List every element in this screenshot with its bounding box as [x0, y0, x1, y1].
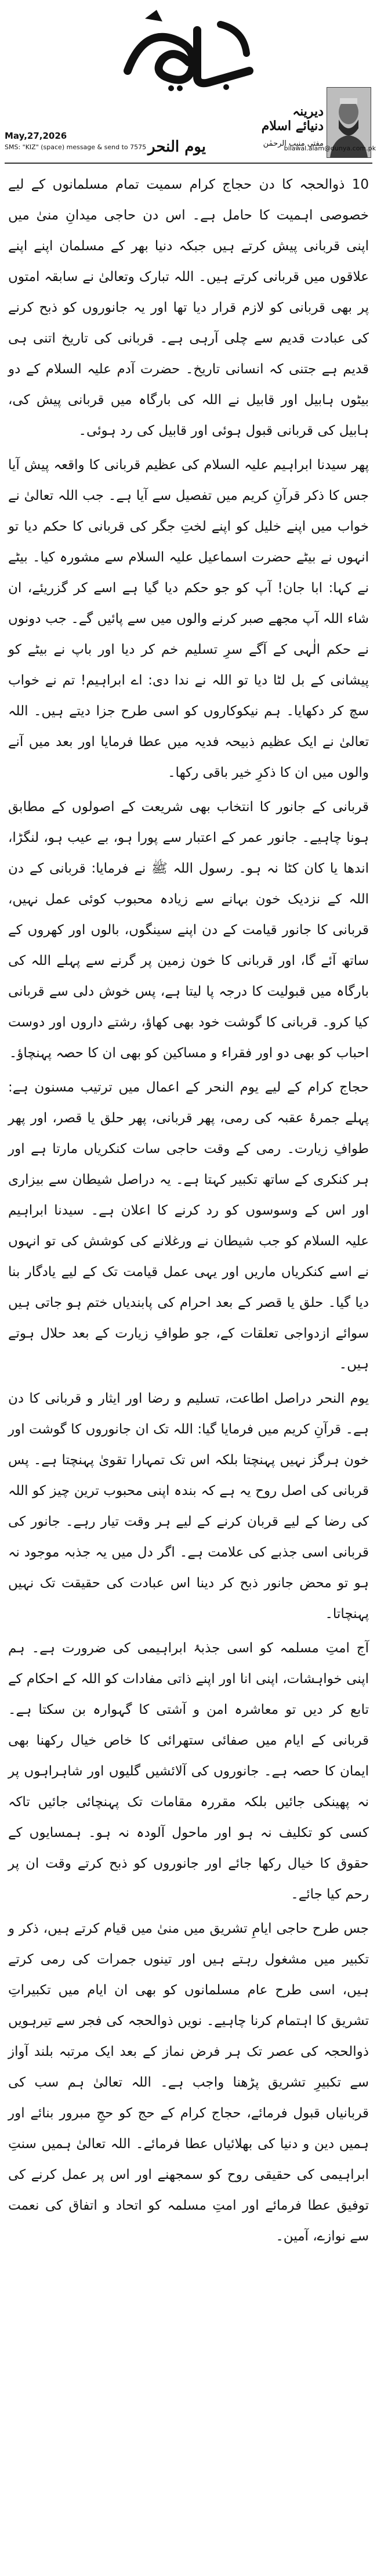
article-paragraph: آج امتِ مسلمہ کو اسی جذبۂ ابراہیمی کی ضرورت ہے۔ ہم اپنی خواہشات، اپنی انا اور اپنے ذاتی مفادات کو اللہ کے احکام کے تابع کر دیں تو معاشرہ امن و آشتی کا گہوارہ بن سکتا ہے۔ قربانی کے ایام میں صفائی ستھرائی کا خاص خیال رکھنا بھی ایمان کا حصہ ہے۔ جانوروں کی آلائشیں گلیوں اور شاہراہوں پر نہ پھینکی جائیں بلکہ مقررہ مقامات تک پہنچائی جائیں تاکہ کسی کو تکلیف نہ ہو اور ماحول آلودہ نہ ہو۔ ہمسایوں کے حقوق کا خیال رکھا جائے اور جانوروں کو ذبح کرتے وقت ان پر رحم کیا جائے۔: [8, 1641, 369, 1902]
article-paragraph: 10 ذوالحجہ کا دن حجاج کرام سمیت تمام مسلمانوں کے لیے خصوصی اہمیت کا حامل ہے۔ اس دن حاجی میدانِ منیٰ میں اپنی قربانی پیش کرتے ہیں جبکہ دنیا بھر کے مسلمان اپنے اپنے علاقوں میں قربانی کرتے ہیں۔ اللہ تبارک وتعالیٰ نے سابقہ امتوں پر بھی قربانی کو لازم قرار دیا تھا اور یہ جانوروں کو ذبح کرنے کی عبادت قدیم سے چلی آرہی ہے۔ قربانی کی تاریخ اتنی ہی قدیم ہے جتنی کہ انسانی تاریخ۔ حضرت آدم علیہ السلام کے دو بیٹوں ہابیل اور قابیل نے اللہ کی بارگاہ میں قربانی پیش کی، ہابیل کی قربانی قبول ہوئی اور قابیل کی رد ہوئی۔: [8, 177, 369, 438]
logo-calligraphy: [110, 7, 267, 94]
column-topic: یوم النحر: [148, 138, 206, 156]
author-name: مفتی منیب الرحمٰن: [263, 139, 324, 148]
column-title: [254, 105, 324, 134]
column-title-line2: دنیائے اسلام: [261, 118, 324, 134]
article-paragraph: جس طرح حاجی ایامِ تشریق میں منیٰ میں قیام کرتے ہیں، ذکر و تکبیر میں مشغول رہتے ہیں اور تینوں جمرات کی رمی کرتے ہیں، اسی طرح عام مسلمانوں کو بھی ان ایام میں تکبیراتِ تشریق کا اہتمام کرنا چاہیے۔ نویں ذوالحجہ کی فجر سے تیرہویں ذوالحجہ کی عصر تک ہر فرض نماز کے بعد ایک مرتبہ بلند آواز سے تکبیرِ تشریق پڑھنا واجب ہے۔ اللہ تعالیٰ ہم سب کی قربانیاں قبول فرمائے، حجاج کرام کے حج کو حجِ مبرور بنائے اور ہمیں دین و دنیا کی بھلائیاں عطا فرمائے۔ اللہ تعالیٰ ہمیں سنتِ ابراہیمی کی حقیقی روح کو سمجھنے اور اس پر عمل کرنے کی توفیق عطا فرمائے اور امتِ مسلمہ کو اتحاد و اتفاق کی نعمت سے نوازے، آمین۔: [8, 1921, 369, 2244]
article-paragraph: قربانی کے جانور کا انتخاب بھی شریعت کے اصولوں کے مطابق ہونا چاہیے۔ جانور عمر کے اعتبار سے پورا ہو، بے عیب ہو، لنگڑا، اندھا یا کان کٹا نہ ہو۔ رسول اللہ ﷺ نے فرمایا: قربانی کے دن اللہ کے نزدیک خون بہانے سے زیادہ محبوب کوئی عمل نہیں، قربانی کا جانور قیامت کے دن اپنے سینگوں، بالوں اور کھروں کے ساتھ آئے گا، اور قربانی کا خون زمین پر گرنے سے پہلے اللہ کی بارگاہ میں قبولیت کا درجہ پا لیتا ہے، پس خوش دلی سے قربانی کیا کرو۔ قربانی کا گوشت خود بھی کھاؤ، رشتے داروں اور دوست احباب کو بھی دو اور فقراء و مساکین کو بھی ان کا حصہ پہنچاؤ۔: [8, 799, 369, 1061]
article-body: [8, 170, 369, 2256]
sms-info: SMS: "KIZ" (space) message & send to 7575: [5, 143, 147, 151]
article-paragraph: یوم النحر دراصل اطاعت، تسلیم و رضا اور ایثار و قربانی کا دن ہے۔ قرآنِ کریم میں فرمایا گیا: اللہ تک ان جانوروں کا گوشت اور خون ہرگز نہیں پہنچتا بلکہ اس تک تمہارا تقویٰ پہنچتا ہے۔ پس قربانی کی اصل روح یہ ہے کہ بندہ اپنی محبوب ترین چیز کو اللہ کی رضا کے لیے قربان کرنے کے لیے ہر وقت تیار رہے۔ جانور کی قربانی اسی جذبے کی علامت ہے۔ اگر دل میں یہ جذبہ موجود نہ ہو تو محض جانور ذبح کر دینا اس عبادت کی حقیقت تک نہیں پہنچاتا۔: [8, 1391, 369, 1622]
column-title-line1: دیرینہ: [292, 104, 324, 119]
header-divider: [5, 163, 372, 164]
article-paragraph: پھر سیدنا ابراہیم علیہ السلام کی عظیم قربانی کا واقعہ پیش آیا جس کا ذکر قرآنِ کریم میں تفصیل سے آیا ہے۔ جب اللہ تعالیٰ نے خواب میں اپنے خلیل کو اپنے لختِ جگر کی قربانی کا حکم دیا تو انہوں نے بیٹے حضرت اسماعیل علیہ السلام سے مشورہ کیا۔ بیٹے نے کہا: ابا جان! آپ کو جو حکم دیا گیا ہے اسے کر گزریئے، ان شاء اللہ آپ مجھے صبر کرنے والوں میں سے پائیں گے۔ جب دونوں نے حکم الٰہی کے آگے سرِ تسلیم خم کر دیا اور باپ نے بیٹے کو پیشانی کے بل لٹا دیا تو اللہ نے ندا دی: اے ابراہیم! تم نے خواب سچ کر دکھایا۔ ہم نیکوکاروں کو اسی طرح جزا دیتے ہیں۔ اللہ تعالیٰ نے ایک عظیم ذبیحہ فدیہ میں عطا فرمایا اور بعد میں آنے والوں میں ان کا ذکرِ خیر باقی رکھا۔: [8, 457, 369, 780]
newspaper-logo: [110, 7, 267, 94]
author-email[interactable]: bilawal.alam@dunya.com.pk: [284, 145, 376, 152]
article-paragraph: حجاج کرام کے لیے یوم النحر کے اعمال میں ترتیب مسنون ہے: پہلے جمرۂ عقبہ کی رمی، پھر قربانی، پھر حلق یا قصر، اور پھر طوافِ زیارت۔ رمی کے وقت حاجی سات کنکریاں مارتا ہے اور ہر کنکری کے ساتھ تکبیر کہتا ہے۔ یہ دراصل شیطان سے بیزاری اور اس کے وسوسوں کو رد کرنے کا اعلان ہے۔ سیدنا ابراہیم علیہ السلام کو جب شیطان نے ورغلانے کی کوشش کی تو انہوں نے اسے کنکریاں ماریں اور یہی عمل قیامت تک کے لیے یادگار بنا دیا گیا۔ حلق یا قصر کے بعد احرام کی پابندیاں ختم ہو جاتی ہیں سوائے ازدواجی تعلقات کے، جو طوافِ زیارت کے بعد حلال ہوتے ہیں۔: [8, 1080, 369, 1372]
publish-date: May,27,2026: [5, 131, 67, 141]
